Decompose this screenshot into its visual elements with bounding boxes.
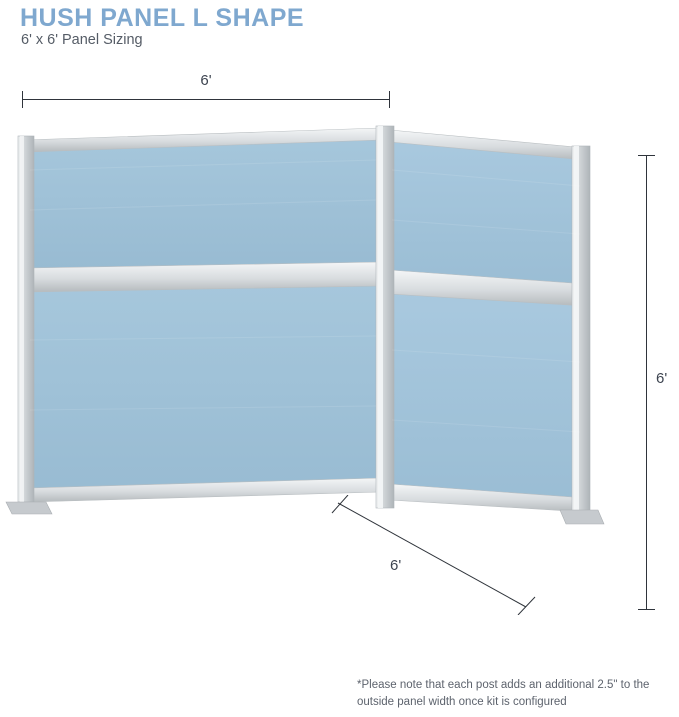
dimension-right-height-tick-bottom [638,609,655,610]
dimension-top-width [22,72,390,104]
page-title: HUSH PANEL L SHAPE [20,4,305,32]
left-panel-lower [30,282,376,498]
dimension-right-height-line [646,155,647,610]
dimension-top-width-tick-right [389,91,390,108]
dimension-right-height-label: 6' [656,370,668,387]
page-subtitle: 6' x 6' Panel Sizing [21,32,143,48]
left-foot [6,502,52,514]
right-foot [560,510,604,524]
dimension-diagonal-depth-label: 6' [390,557,402,574]
dimension-right-height-tick-top [638,155,655,156]
footnote: *Please note that each post adds an additional 2.5" to the outside panel width once kit is configured [357,679,650,708]
dimension-top-width-tick-left [22,91,23,108]
right-panel-upper [392,136,580,288]
right-panel-lower [392,290,580,504]
product-illustration [0,110,640,620]
dimension-top-width-label: 6' [200,72,212,89]
dimension-top-width-line [22,99,390,100]
